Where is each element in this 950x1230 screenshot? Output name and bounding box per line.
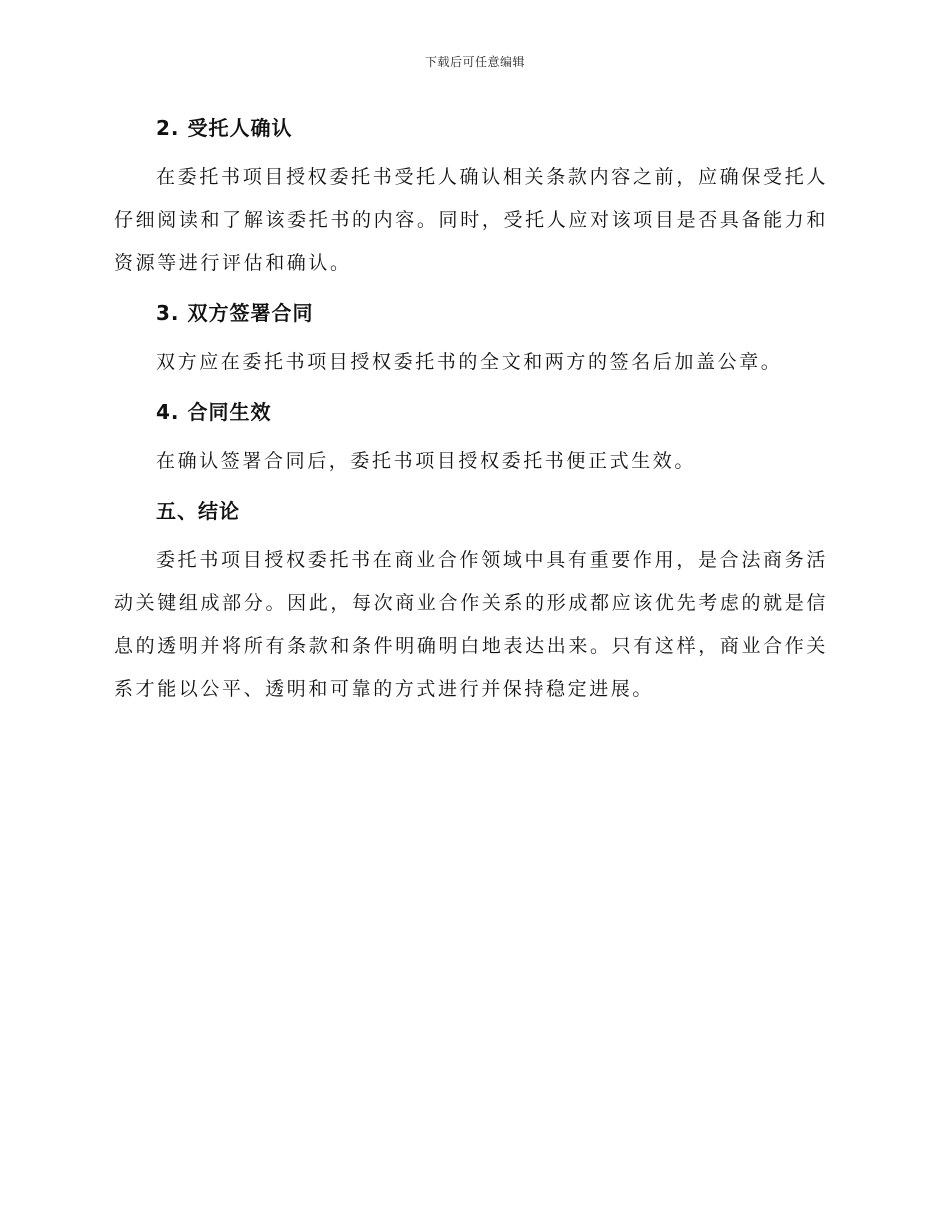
section-paragraph-contract-effective: 在确认签署合同后，委托书项目授权委托书便正式生效。 xyxy=(156,450,697,472)
section-heading-conclusion: 五、结论 xyxy=(156,499,240,523)
header-note: 下载后可任意编辑 xyxy=(424,55,525,69)
section-heading-trustee-confirmation: 2. 受托人确认 xyxy=(156,116,293,140)
document-body xyxy=(114,110,828,711)
section-paragraph-trustee-confirmation: 在委托书项目授权委托书受托人确认相关条款内容之前，应确保受托人仔细阅读和了解该委托书的内容。同时，受托人应对该项目是否具备能力和资源等进行评估和确认。 xyxy=(114,166,828,274)
section-heading-sign-contract: 3. 双方签署合同 xyxy=(156,301,314,325)
section-paragraph-conclusion: 委托书项目授权委托书在商业合作领域中具有重要作用，是合法商务活动关键组成部分。因此，每次商业合作关系的形成都应该优先考虑的就是信息的透明并将所有条款和条件明确明白地表达出来。只有这样，商业合作关系才能以公平、透明和可靠的方式进行并保持稳定进展。 xyxy=(114,549,828,700)
section-heading-contract-effective: 4. 合同生效 xyxy=(156,400,272,424)
section-paragraph-sign-contract: 双方应在委托书项目授权委托书的全文和两方的签名后加盖公章。 xyxy=(156,351,783,373)
